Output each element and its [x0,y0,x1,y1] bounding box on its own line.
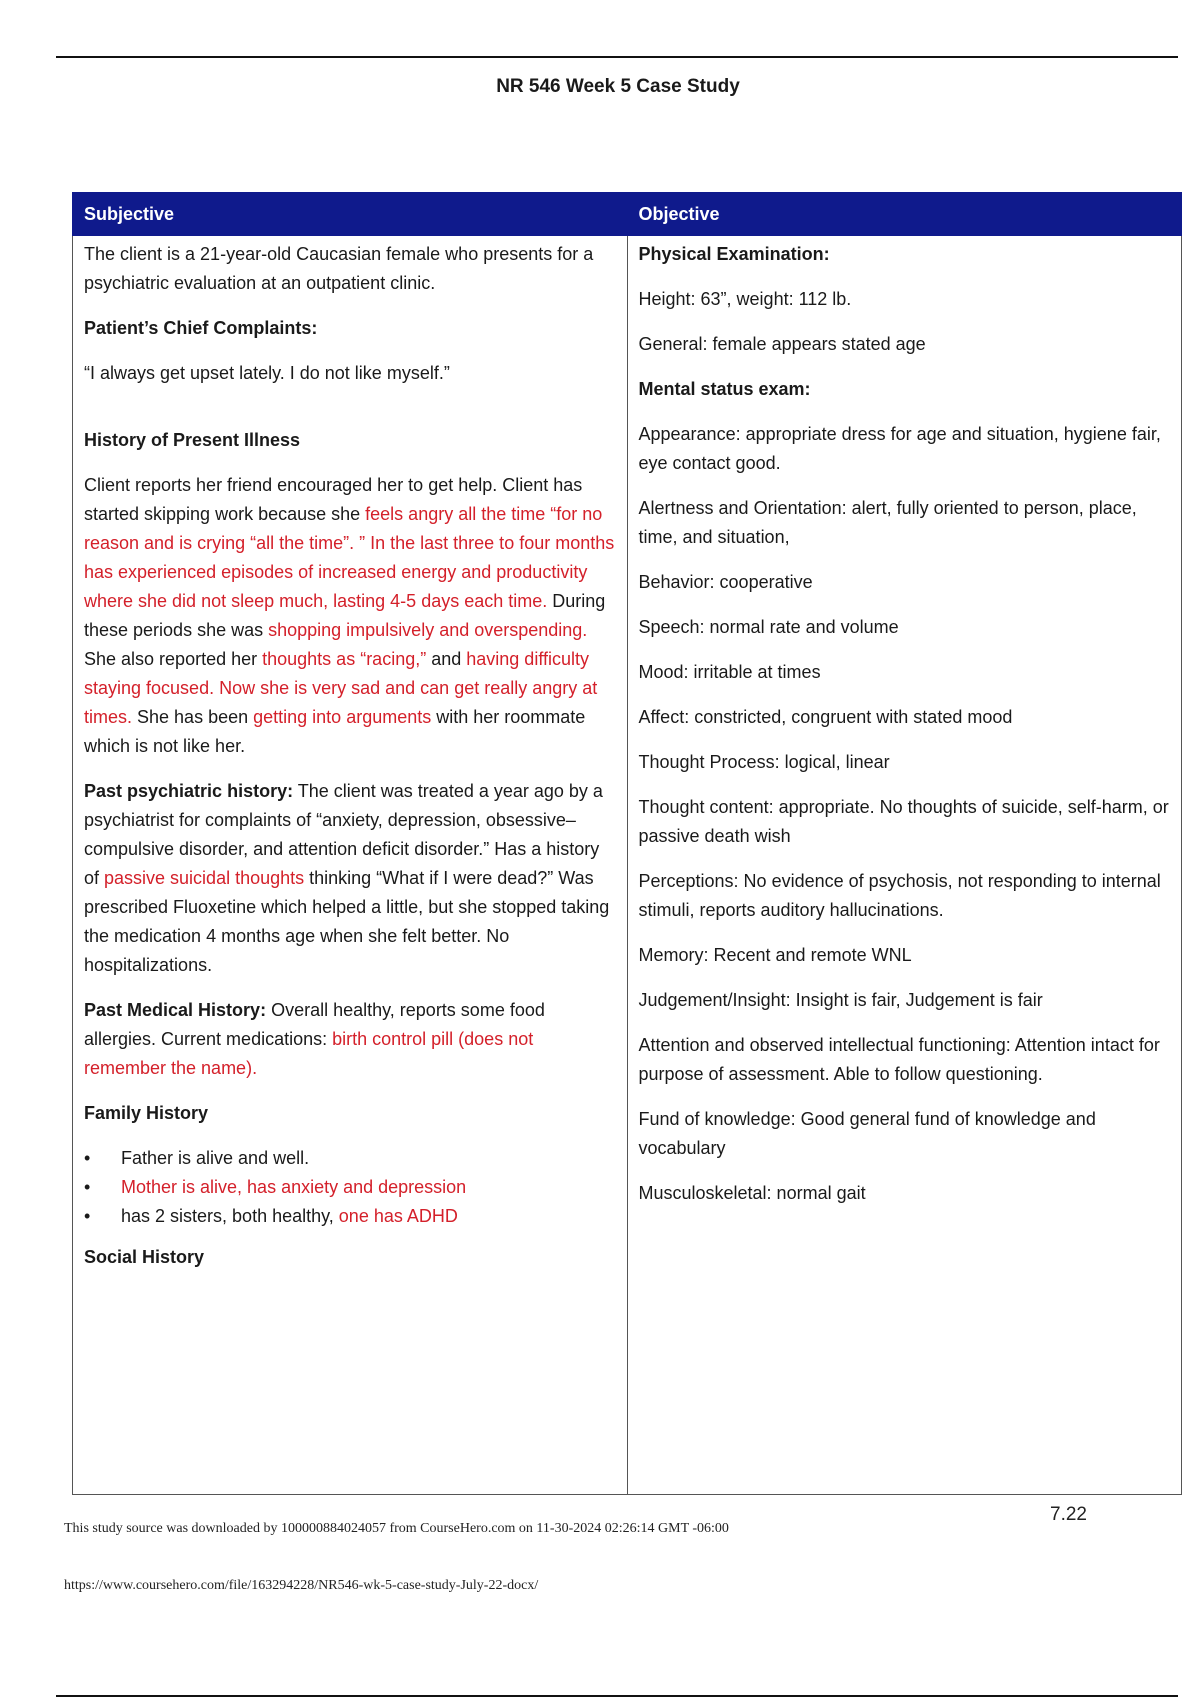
family-history-heading: Family History [84,1103,209,1123]
highlighted-text: shopping impulsively and overspending. [268,620,588,640]
hpi-heading: History of Present Illness [84,430,301,450]
case-study-table [72,192,1182,1495]
family-history-item [84,1202,616,1231]
height-weight: Height: 63”, weight: 112 lb. [638,289,852,309]
text-run: Overall healthy, reports some food allergies. Current medications: [84,1000,545,1049]
mental-status-item: Judgement/Insight: Insight is fair, Judgement is fair [638,990,1043,1010]
top-rule [56,56,1178,58]
psych-history-heading: Past psychiatric history: [84,781,294,801]
family-history-item [84,1144,616,1173]
social-history-heading: Social History [84,1247,205,1267]
text-run: has 2 sisters, both healthy, [121,1206,339,1226]
highlighted-text: passive suicidal thoughts [104,868,305,888]
highlighted-text: getting into arguments [253,707,432,727]
subjective-header: Subjective [73,193,628,236]
mental-status-heading: Mental status exam: [638,379,811,399]
mental-status-item: Thought content: appropriate. No thoughts of suicide, self-harm, or passive death wish [638,797,1169,846]
bottom-rule [56,1695,1178,1697]
mental-status-item: Perceptions: No evidence of psychosis, not responding to internal stimuli, reports auditory hallucinations. [638,871,1161,920]
family-history-list [84,1144,616,1231]
general-appearance: General: female appears stated age [638,334,926,354]
bullet-icon: • [84,1148,91,1168]
text-run: During these periods she was [84,591,606,640]
page-number: 7.22 [1050,1504,1087,1525]
chief-complaint-quote: “I always get upset lately. I do not like myself.” [84,363,450,383]
highlighted-text: feels angry all the time “for no reason and is crying “all the time”. ” In the last three to four months has experienced episodes of increased energy and productivity where she did not sleep much, lasting 4-5 days each time. [84,504,615,611]
bullet-icon: • [84,1206,91,1226]
objective-header: Objective [627,193,1182,236]
text-run: Father is alive and well. [121,1148,310,1168]
family-history-item [84,1173,616,1202]
highlighted-text: birth control pill (does not remember the name). [84,1029,534,1078]
text-run: Client reports her friend encouraged her to get help. Client has started skipping work because she [84,475,583,524]
mental-status-item: Mood: irritable at times [638,662,821,682]
objective-cell [627,236,1182,1495]
source-url: https://www.coursehero.com/file/163294228/NR546-wk-5-case-study-July-22-docx/ [64,1578,539,1593]
mental-status-item: Speech: normal rate and volume [638,617,899,637]
highlighted-text: Mother is alive, has anxiety and depression [121,1177,467,1197]
text-run: and [426,649,467,669]
hpi-paragraph [84,471,616,761]
text-run: thinking “What if I were dead?” Was prescribed Fluoxetine which helped a little, but she stopped taking the medication 4 months age when she felt better. No hospitalizations. [84,868,610,975]
medical-history-heading: Past Medical History: [84,1000,267,1020]
text-run: She also reported her [84,649,263,669]
text-run: She has been [132,707,254,727]
mental-status-item: Attention and observed intellectual functioning: Attention intact for purpose of assessment. Able to follow questioning. [638,1035,1160,1084]
document-title: NR 546 Week 5 Case Study [496,76,740,97]
mental-status-item: Alertness and Orientation: alert, fully oriented to person, place, time, and situation, [638,498,1137,547]
past-medical-history [84,996,616,1083]
table-header-row [73,193,1182,236]
mental-status-item: Behavior: cooperative [638,572,813,592]
psych-history-text [84,781,609,975]
chief-complaint-heading: Patient’s Chief Complaints: [84,318,318,338]
client-intro: The client is a 21-year-old Caucasian female who presents for a psychiatric evaluation at an outpatient clinic. [84,244,594,293]
mental-status-item: Appearance: appropriate dress for age and situation, hygiene fair, eye contact good. [638,424,1161,473]
physical-exam-heading: Physical Examination: [638,244,830,264]
highlighted-text: having difficulty staying focused. Now she is very sad and can get really angry at times. [84,649,598,727]
mental-status-item: Thought Process: logical, linear [638,752,890,772]
download-notice: This study source was downloaded by 100000884024057 from CourseHero.com on 11-30-2024 02:26:14 GMT -06:00 [64,1521,729,1536]
spacer [84,404,616,426]
mental-status-item: Musculoskeletal: normal gait [638,1183,866,1203]
subjective-cell [73,236,628,1495]
table-body-row [73,236,1182,1495]
highlighted-text: one has ADHD [338,1206,458,1226]
text-run: The client was treated a year ago by a psychiatrist for complaints of “anxiety, depression, obsessive–compulsive disorder, and attention deficit disorder.” Has a history of [84,781,603,888]
bullet-icon: • [84,1177,91,1197]
mental-status-list [639,420,1171,1208]
text-run: with her roommate which is not like her. [84,707,586,756]
mental-status-item: Affect: constricted, congruent with stated mood [638,707,1013,727]
mental-status-item: Memory: Recent and remote WNL [638,945,912,965]
past-psychiatric-history [84,777,616,980]
mental-status-item: Fund of knowledge: Good general fund of knowledge and vocabulary [638,1109,1096,1158]
highlighted-text: thoughts as “racing,” [262,649,427,669]
